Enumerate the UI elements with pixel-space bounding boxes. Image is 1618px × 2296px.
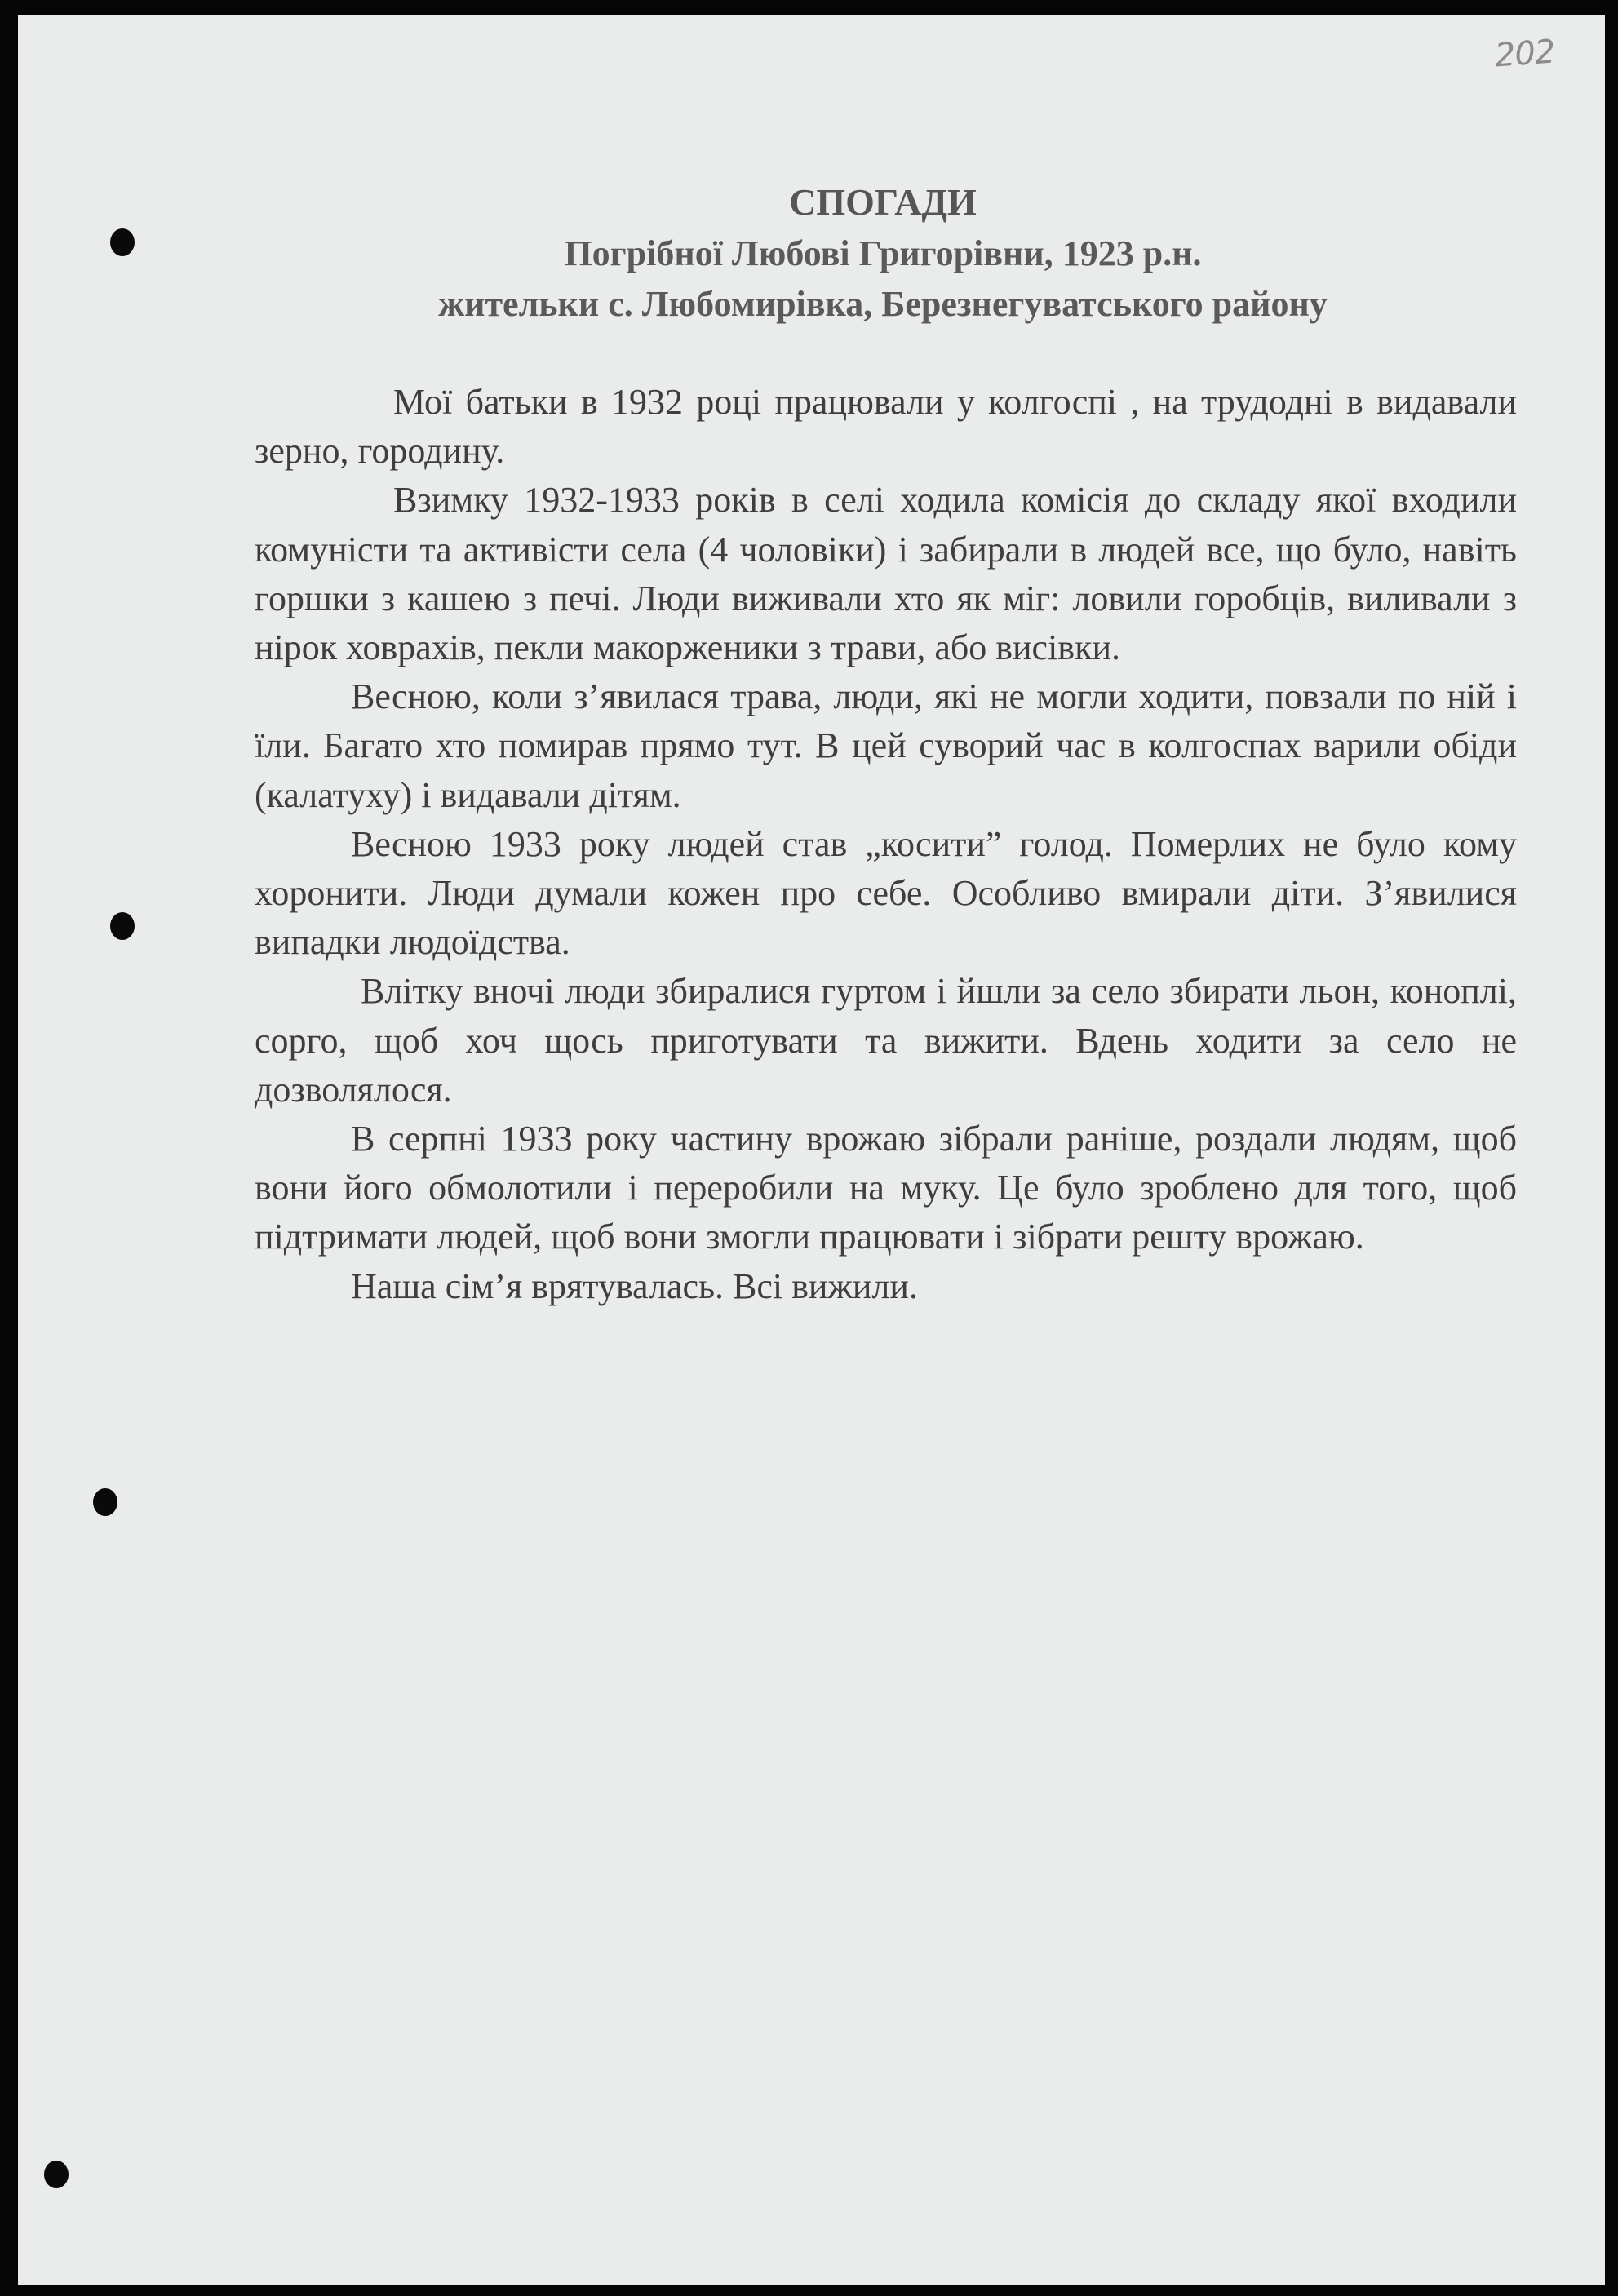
paragraph-6: В серпні 1933 року частину врожаю зібрали раніше, роздали людям, щоб вони його обмолотили і переробили на муку. Це було зроблено для того, щоб підтримати людей, щоб вони змогли працювати і зібрати решту врожаю. [255, 1119, 1517, 1257]
paragraph-2: Взимку 1932-1933 років в селі ходила комісія до складу якої входили комуністи та активісти села (4 чоловіки) і забирали в людей все, що було, навіть горшки з кашею з печі. Люди виживали хто як міг: ловили горобців, виливали з нірок ховрахів, пекли макорженики з трави, або висівки. [255, 480, 1517, 668]
paragraph-4: Весною 1933 року людей став „косити” голод. Померлих не було кому хоронити. Люди думали кожен про себе. Особливо вмирали діти. З’явилися випадки людоїдства. [255, 823, 1517, 963]
punch-hole-1 [110, 228, 135, 256]
handwritten-page-number: 202 [1493, 33, 1556, 75]
author-residence-line: жительки с. Любомирівка, Березнегуватського району [438, 284, 1328, 324]
author-name-line: Погрібної Любові Григорівни, 1923 р.н. [564, 233, 1202, 273]
punch-hole-2 [110, 912, 135, 940]
document-header [214, 176, 1552, 330]
document-title: СПОГАДИ [789, 181, 977, 223]
punch-hole-3 [93, 1488, 117, 1516]
paragraph-5: Влітку вночі люди збиралися гуртом і йшли за село збирати льон, коноплі, сорго, щоб хоч щось приготувати та вижити. Вдень ходити за село не дозволялося. [255, 971, 1517, 1110]
paragraph-7: Наша сім’я врятувалась. Всі вижили. [351, 1265, 918, 1306]
document-page [18, 15, 1605, 2285]
paragraph-3: Весною, коли з’явилася трава, люди, які не могли ходити, повзали по ній і їли. Багато хто помирав прямо тут. В цей суворий час в колгоспах варили обіди (калатуху) і видавали дітям. [255, 676, 1517, 815]
paragraph-1: Мої батьки в 1932 році працювали у колгоспі , на трудодні в видавали зерно, городину. [255, 382, 1517, 472]
punch-hole-4 [44, 2161, 69, 2188]
document-body [255, 378, 1517, 1311]
